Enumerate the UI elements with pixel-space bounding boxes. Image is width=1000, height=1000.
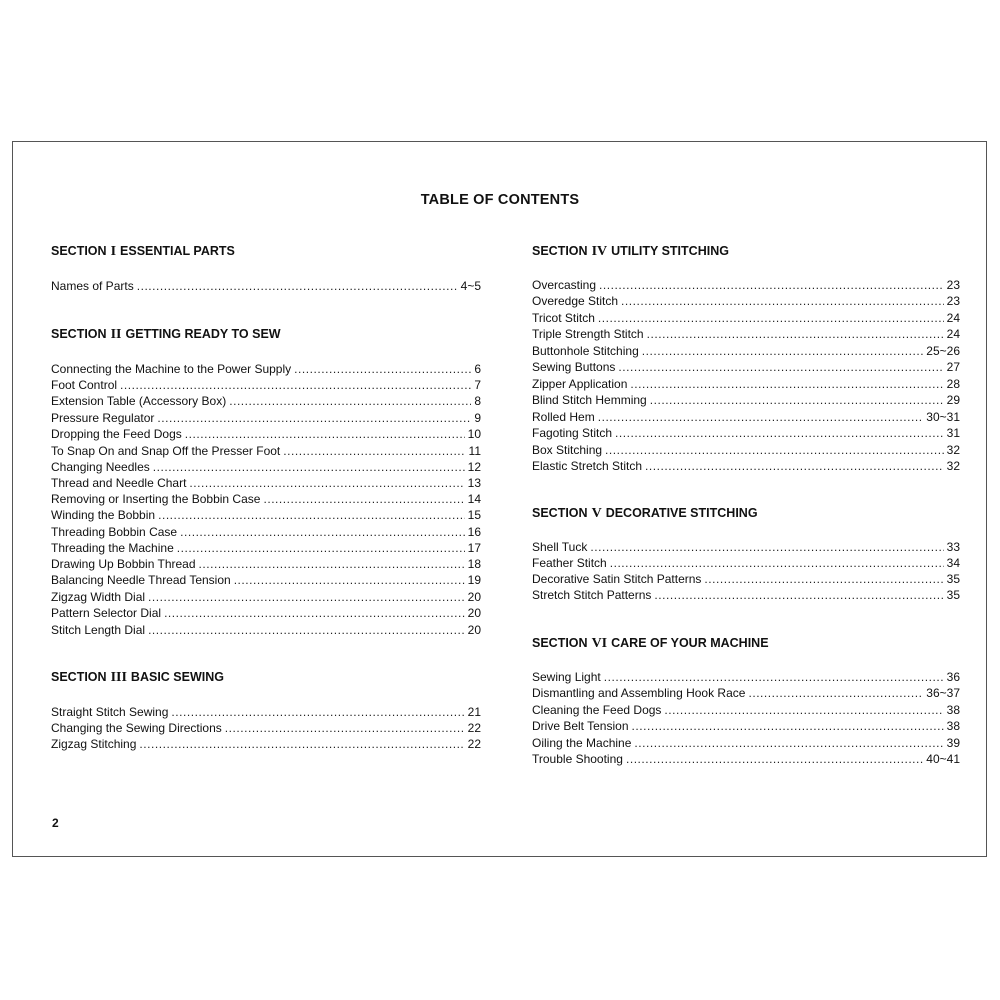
entry-page: 20 — [467, 623, 481, 637]
entry-page: 17 — [467, 541, 481, 555]
section-numeral: II — [110, 327, 122, 342]
entry-page: 16 — [467, 525, 481, 539]
entry-page: 22 — [467, 721, 481, 735]
toc-entry[interactable] — [51, 556, 481, 572]
toc-entry[interactable] — [51, 589, 481, 605]
dot-leader — [171, 704, 464, 720]
dot-leader — [164, 605, 465, 621]
entry-page: 9 — [474, 411, 481, 425]
toc-entry[interactable] — [532, 718, 960, 734]
entry-page: 12 — [467, 460, 481, 474]
toc-entry[interactable] — [532, 685, 960, 701]
entry-label: Shell Tuck — [532, 540, 588, 554]
entry-label: Names of Parts — [51, 279, 134, 293]
dot-leader — [621, 293, 944, 309]
toc-entry[interactable] — [51, 393, 481, 409]
section-numeral: V — [591, 506, 602, 521]
section-heading-3 — [51, 670, 224, 686]
dot-leader — [148, 589, 465, 605]
dot-leader — [645, 458, 944, 474]
toc-entry[interactable] — [51, 377, 481, 393]
entry-page: 36~37 — [926, 686, 960, 700]
entry-page: 34 — [946, 556, 960, 570]
entry-label: Dropping the Feed Dogs — [51, 427, 182, 441]
entry-page: 38 — [946, 703, 960, 717]
toc-entry[interactable] — [532, 587, 960, 603]
entry-label: Pattern Selector Dial — [51, 606, 162, 620]
section-heading-6 — [532, 636, 769, 652]
section-label: SECTION — [51, 670, 107, 684]
entry-page: 4~5 — [460, 279, 481, 293]
toc-entry[interactable] — [51, 491, 481, 507]
section-numeral: VI — [591, 636, 608, 651]
entry-label: Triple Strength Stitch — [532, 327, 644, 341]
toc-entry[interactable] — [532, 376, 960, 392]
dot-leader — [598, 310, 944, 326]
toc-entry[interactable] — [532, 409, 960, 425]
toc-entry[interactable] — [51, 704, 481, 720]
entry-label: Pressure Regulator — [51, 411, 155, 425]
dot-leader — [615, 425, 944, 441]
dot-leader — [189, 475, 464, 491]
dot-leader — [642, 343, 924, 359]
entry-page: 38 — [946, 719, 960, 733]
dot-leader — [263, 491, 464, 507]
toc-entry[interactable] — [51, 361, 481, 377]
entry-label: Cleaning the Feed Dogs — [532, 703, 662, 717]
toc-entry[interactable] — [51, 572, 481, 588]
toc-entry[interactable] — [51, 507, 481, 523]
section-label: SECTION — [532, 636, 588, 650]
toc-entry[interactable] — [51, 410, 481, 426]
dot-leader — [153, 459, 465, 475]
dot-leader — [610, 555, 944, 571]
toc-entry[interactable] — [532, 359, 960, 375]
entry-label: Changing the Sewing Directions — [51, 721, 222, 735]
section-numeral: I — [110, 244, 117, 259]
entry-page: 21 — [467, 705, 481, 719]
section-numeral: IV — [591, 244, 608, 259]
dot-leader — [634, 735, 943, 751]
entry-label: Thread and Needle Chart — [51, 476, 187, 490]
toc-entry[interactable] — [532, 458, 960, 474]
dot-leader — [626, 751, 923, 767]
dot-leader — [180, 524, 465, 540]
dot-leader — [199, 556, 465, 572]
dot-leader — [704, 571, 943, 587]
dot-leader — [618, 359, 943, 375]
toc-entry[interactable] — [532, 392, 960, 408]
dot-leader — [598, 409, 924, 425]
entry-page: 23 — [946, 294, 960, 308]
toc-entry[interactable] — [51, 736, 481, 752]
entry-page: 22 — [467, 737, 481, 751]
entry-label: Sewing Light — [532, 670, 601, 684]
entry-label: Box Stitching — [532, 443, 603, 457]
entry-label: Zigzag Width Dial — [51, 590, 146, 604]
section-label: SECTION — [51, 244, 107, 258]
entry-page: 11 — [468, 444, 481, 458]
entry-label: Foot Control — [51, 378, 118, 392]
entry-label: Overedge Stitch — [532, 294, 619, 308]
entry-label: Zipper Application — [532, 377, 628, 391]
entry-label: Overcasting — [532, 278, 597, 292]
toc-entry[interactable] — [532, 442, 960, 458]
entry-label: Sewing Buttons — [532, 360, 616, 374]
toc-entry[interactable] — [532, 277, 960, 293]
section-title: CARE OF YOUR MACHINE — [611, 636, 769, 650]
toc-entry[interactable] — [532, 669, 960, 685]
dot-leader — [630, 376, 943, 392]
entry-page: 40~41 — [926, 752, 960, 766]
dot-leader — [605, 442, 944, 458]
entry-label: Elastic Stretch Stitch — [532, 459, 643, 473]
toc-entry[interactable] — [532, 293, 960, 309]
section-title: ESSENTIAL PARTS — [120, 244, 235, 258]
dot-leader — [294, 361, 471, 377]
entry-label: Rolled Hem — [532, 410, 595, 424]
entry-label: To Snap On and Snap Off the Presser Foot — [51, 444, 281, 458]
toc-entry[interactable] — [51, 426, 481, 442]
section-label: SECTION — [532, 506, 588, 520]
entry-page: 7 — [474, 378, 481, 392]
entry-page: 29 — [946, 393, 960, 407]
dot-leader — [604, 669, 944, 685]
section-label: SECTION — [51, 327, 107, 341]
section-title: GETTING READY TO SEW — [125, 327, 281, 341]
entry-page: 28 — [946, 377, 960, 391]
entry-page: 10 — [467, 427, 481, 441]
toc-entry[interactable] — [51, 459, 481, 475]
toc-entry[interactable] — [51, 540, 481, 556]
entry-page: 14 — [467, 492, 481, 506]
entry-label: Fagoting Stitch — [532, 426, 613, 440]
dot-leader — [590, 539, 943, 555]
dot-leader — [748, 685, 923, 701]
toc-entry[interactable] — [532, 310, 960, 326]
entry-label: Straight Stitch Sewing — [51, 705, 169, 719]
toc-entry[interactable] — [532, 343, 960, 359]
dot-leader — [137, 278, 458, 294]
entry-label: Connecting the Machine to the Power Supply — [51, 362, 292, 376]
page-number: 2 — [52, 816, 59, 830]
toc-entry[interactable] — [51, 605, 481, 621]
entry-label: Extension Table (Accessory Box) — [51, 394, 227, 408]
section-title: BASIC SEWING — [130, 670, 224, 684]
entry-label: Balancing Needle Thread Tension — [51, 573, 231, 587]
entry-page: 23 — [946, 278, 960, 292]
document-title: TABLE OF CONTENTS — [420, 192, 580, 208]
entry-page: 30~31 — [926, 410, 960, 424]
entry-label: Winding the Bobbin — [51, 508, 156, 522]
section-heading-1 — [51, 244, 235, 260]
dot-leader — [234, 572, 465, 588]
entry-label: Decorative Satin Stitch Patterns — [532, 572, 702, 586]
toc-entry[interactable] — [532, 555, 960, 571]
entry-page: 13 — [467, 476, 481, 490]
entry-label: Oiling the Machine — [532, 736, 632, 750]
entry-page: 36 — [946, 670, 960, 684]
dot-leader — [229, 393, 471, 409]
entry-label: Threading Bobbin Case — [51, 525, 178, 539]
dot-leader — [120, 377, 471, 393]
dot-leader — [139, 736, 464, 752]
entry-label: Threading the Machine — [51, 541, 174, 555]
entry-label: Trouble Shooting — [532, 752, 623, 766]
entry-label: Zigzag Stitching — [51, 737, 137, 751]
entry-page: 24 — [946, 311, 960, 325]
entry-page: 25~26 — [926, 344, 960, 358]
dot-leader — [599, 277, 944, 293]
dot-leader — [158, 507, 465, 523]
toc-entry[interactable] — [51, 622, 481, 638]
toc-entry[interactable] — [532, 735, 960, 751]
toc-entry[interactable] — [532, 425, 960, 441]
dot-leader — [225, 720, 465, 736]
section-heading-2 — [51, 327, 281, 343]
entry-page: 32 — [946, 443, 960, 457]
dot-leader — [157, 410, 471, 426]
entry-page: 35 — [946, 588, 960, 602]
dot-leader — [283, 443, 465, 459]
entry-page: 18 — [467, 557, 481, 571]
entry-page: 27 — [946, 360, 960, 374]
dot-leader — [177, 540, 465, 556]
dot-leader — [654, 587, 943, 603]
toc-entry[interactable] — [532, 326, 960, 342]
entry-label: Drawing Up Bobbin Thread — [51, 557, 196, 571]
entry-page: 15 — [467, 508, 481, 522]
entry-label: Feather Stitch — [532, 556, 607, 570]
entry-page: 20 — [467, 606, 481, 620]
entry-label: Buttonhole Stitching — [532, 344, 639, 358]
toc-entry[interactable] — [532, 539, 960, 555]
section-heading-5 — [532, 506, 758, 522]
entry-label: Stretch Stitch Patterns — [532, 588, 652, 602]
toc-entry[interactable] — [51, 475, 481, 491]
entry-page: 19 — [467, 573, 481, 587]
entry-page: 24 — [946, 327, 960, 341]
toc-entry[interactable] — [532, 751, 960, 767]
dot-leader — [664, 702, 943, 718]
entry-page: 33 — [946, 540, 960, 554]
toc-entry[interactable] — [532, 702, 960, 718]
toc-entry[interactable] — [51, 443, 481, 459]
entry-label: Removing or Inserting the Bobbin Case — [51, 492, 261, 506]
dot-leader — [148, 622, 465, 638]
toc-entry[interactable] — [532, 571, 960, 587]
dot-leader — [185, 426, 465, 442]
toc-entry[interactable] — [51, 278, 481, 294]
entry-label: Blind Stitch Hemming — [532, 393, 647, 407]
dot-leader — [650, 392, 944, 408]
section-title: DECORATIVE STITCHING — [605, 506, 758, 520]
toc-entry[interactable] — [51, 524, 481, 540]
entry-page: 31 — [946, 426, 960, 440]
section-title: UTILITY STITCHING — [611, 244, 729, 258]
section-heading-4 — [532, 244, 729, 260]
entry-label: Tricot Stitch — [532, 311, 595, 325]
entry-label: Stitch Length Dial — [51, 623, 146, 637]
dot-leader — [632, 718, 944, 734]
dot-leader — [647, 326, 944, 342]
entry-label: Dismantling and Assembling Hook Race — [532, 686, 746, 700]
entry-page: 35 — [946, 572, 960, 586]
entry-page: 32 — [946, 459, 960, 473]
entry-label: Drive Belt Tension — [532, 719, 629, 733]
entry-label: Changing Needles — [51, 460, 150, 474]
toc-entry[interactable] — [51, 720, 481, 736]
entry-page: 8 — [474, 394, 481, 408]
entry-page: 20 — [467, 590, 481, 604]
section-numeral: III — [110, 670, 127, 685]
entry-page: 39 — [946, 736, 960, 750]
entry-page: 6 — [474, 362, 481, 376]
section-label: SECTION — [532, 244, 588, 258]
